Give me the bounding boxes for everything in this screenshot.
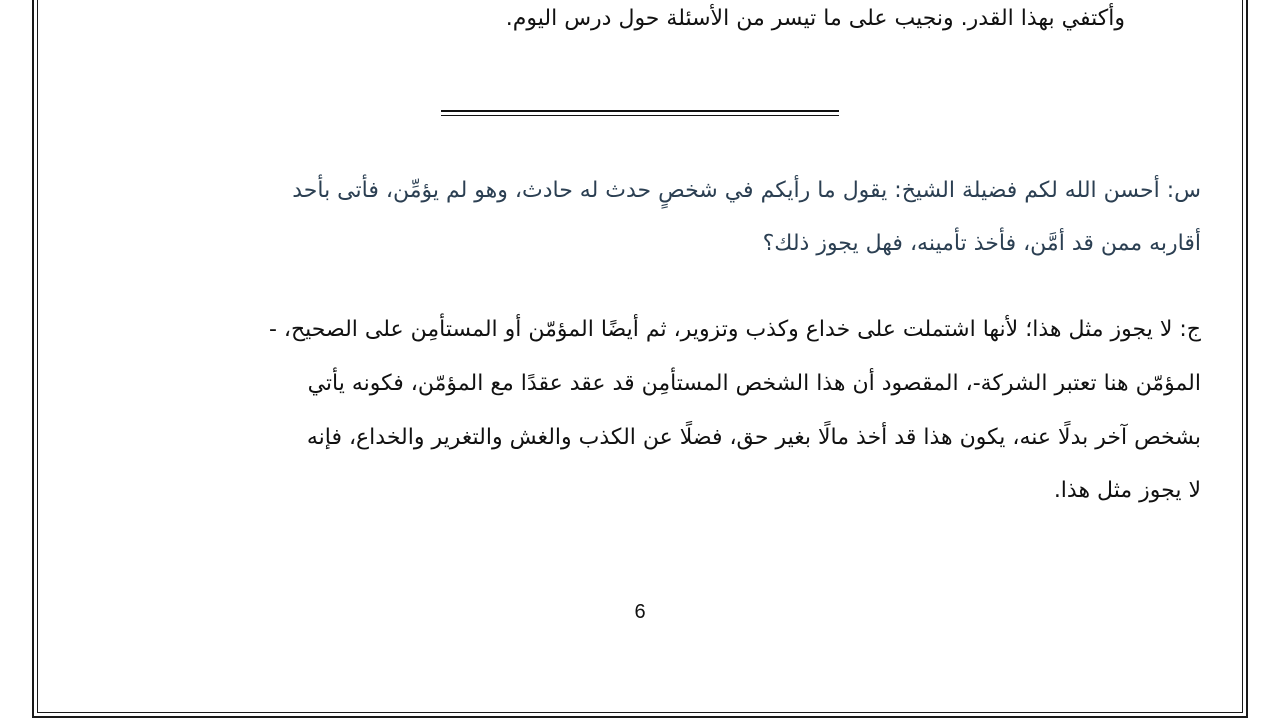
intro-closing-line: وأكتفي بهذا القدر. ونجيب على ما تيسر من الأسئلة حول درس اليوم. xyxy=(505,6,1125,31)
page-number: 6 xyxy=(634,601,646,623)
question-line-2: أقاربه ممن قد أمَّن، فأخذ تأمينه، فهل يجوز ذلك؟ xyxy=(762,231,1201,256)
answer-line-1: ج: لا يجوز مثل هذا؛ لأنها اشتملت على خداع وكذب وتزوير، ثم أيضًا المؤمّن أو المستأمِن على الصحيح، - xyxy=(268,317,1201,342)
question-line-1: س: أحسن الله لكم فضيلة الشيخ: يقول ما رأيكم في شخصٍ حدث له حادث، وهو لم يؤمِّن، فأتى بأحد xyxy=(292,178,1201,203)
section-divider xyxy=(441,110,839,116)
answer-line-2: المؤمّن هنا تعتبر الشركة-، المقصود أن هذا الشخص المستأمِن قد عقد عقدًا مع المؤمّن، فكونه يأتي xyxy=(307,371,1201,396)
answer-line-3: بشخص آخر بدلًا عنه، يكون هذا قد أخذ مالًا بغير حق، فضلًا عن الكذب والغش والتغرير والخداع، فإنه xyxy=(306,425,1201,450)
answer-line-4: لا يجوز مثل هذا. xyxy=(1053,478,1201,503)
